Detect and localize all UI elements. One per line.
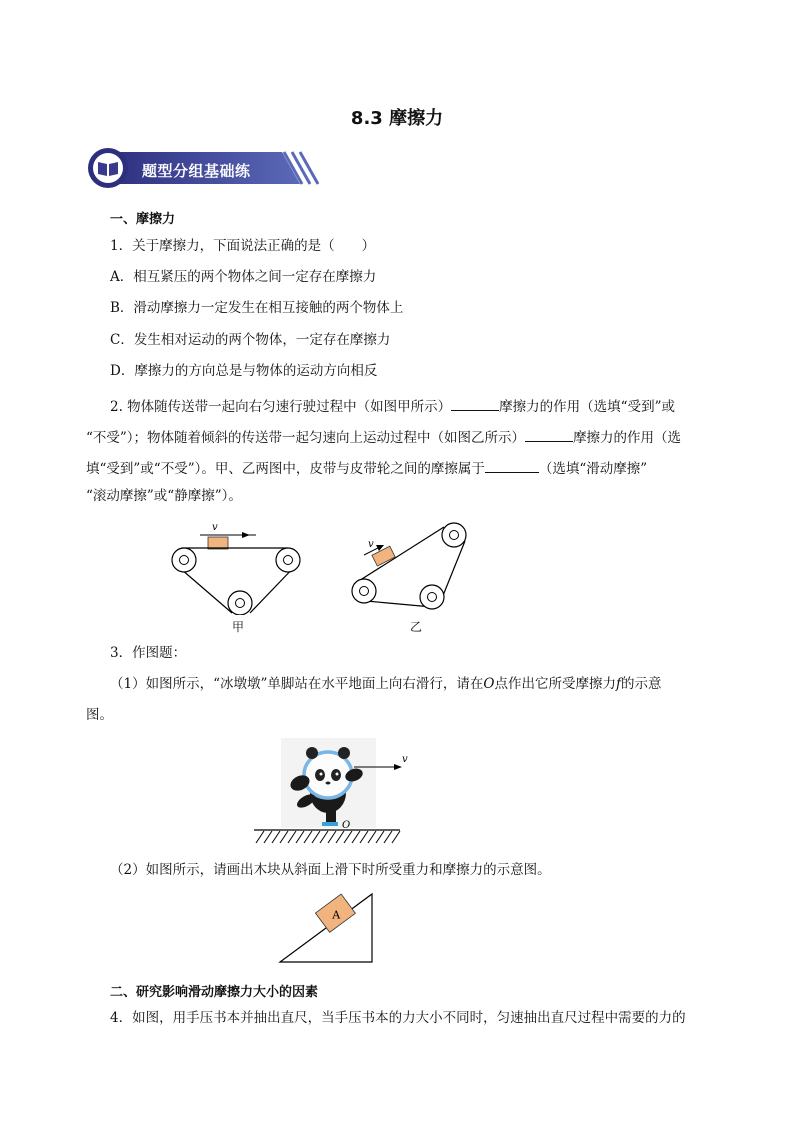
q3-stem: 3．作图题： <box>110 645 187 661</box>
q1-stem: 1．关于摩擦力，下面说法正确的是（ ） <box>110 238 376 254</box>
q2-line-3 <box>86 459 647 477</box>
conveyor-figure-b <box>340 515 480 615</box>
section-heading-1: 一、摩擦力 <box>110 212 176 227</box>
q2-text: 摩擦力的作用（选填“受到”或 <box>499 399 675 415</box>
mascot-figure <box>250 735 410 847</box>
answer-blank <box>525 428 573 442</box>
q2-text: （选填“滑动摩擦” <box>538 461 648 477</box>
banner-label: 题型分组基础练 <box>142 162 251 180</box>
q1-option-b: B．滑动摩擦力一定发生在相互接触的两个物体上 <box>110 300 404 316</box>
velocity-label: v <box>402 754 408 765</box>
q2-line-4: “滚动摩擦”或“静摩擦”）。 <box>86 488 242 504</box>
q3-part2: （2）如图所示，请画出木块从斜面上滑下时所受重力和摩擦力的示意图。 <box>110 862 551 878</box>
q2-text: 摩擦力的作用（选 <box>573 430 682 446</box>
page-title: 8.3 摩擦力 <box>350 108 444 129</box>
q2-line-1 <box>110 397 675 415</box>
velocity-label: v <box>368 539 374 550</box>
q1-option-d: D．摩擦力的方向总是与物体的运动方向相反 <box>110 363 378 379</box>
q2-line-2 <box>86 428 681 446</box>
conveyor-figure-a <box>166 515 312 615</box>
q3-text: （1）如图所示，“冰墩墩”单脚站在水平地面上向右滑行，请在 <box>110 676 484 692</box>
q3-text: 的示意 <box>620 676 662 692</box>
figure-a-caption: 甲 <box>232 620 245 634</box>
belt-block <box>208 537 228 549</box>
section-heading-2: 二、研究影响滑动摩擦力大小的因素 <box>110 985 319 1000</box>
point-o-symbol: O <box>483 676 495 692</box>
q1-option-c: C．发生相对运动的两个物体，一定存在摩擦力 <box>110 332 391 348</box>
answer-blank <box>451 397 499 411</box>
incline-figure <box>278 890 378 966</box>
q3-part1-line1 <box>110 678 661 692</box>
q2-text: 2. 物体随传送带一起向右匀速行驶过程中（如图甲所示） <box>110 399 452 415</box>
velocity-label: v <box>212 522 218 533</box>
q3-text: 点作出它所受摩擦力 <box>494 676 616 692</box>
q1-option-a: A．相互紧压的两个物体之间一定存在摩擦力 <box>110 269 377 285</box>
q4-stem: 4．如图，用手压书本并抽出直尺，当手压书本的力大小不同时，匀速抽出直尺过程中需要的力的 <box>110 1010 686 1026</box>
answer-blank <box>485 459 539 473</box>
figure-b-caption: 乙 <box>410 620 423 634</box>
q2-text: “不受”）；物体随着倾斜的传送带一起匀速向上运动过程中（如图乙所示） <box>86 430 526 446</box>
block-label: A <box>332 908 341 922</box>
friction-symbol: f <box>615 676 621 692</box>
q3-part1-line2: 图。 <box>86 707 113 723</box>
q2-text: 填“受到”或“不受”）。甲、乙两图中，皮带与皮带轮之间的摩擦属于 <box>86 461 485 477</box>
point-o-label: O <box>342 820 351 831</box>
